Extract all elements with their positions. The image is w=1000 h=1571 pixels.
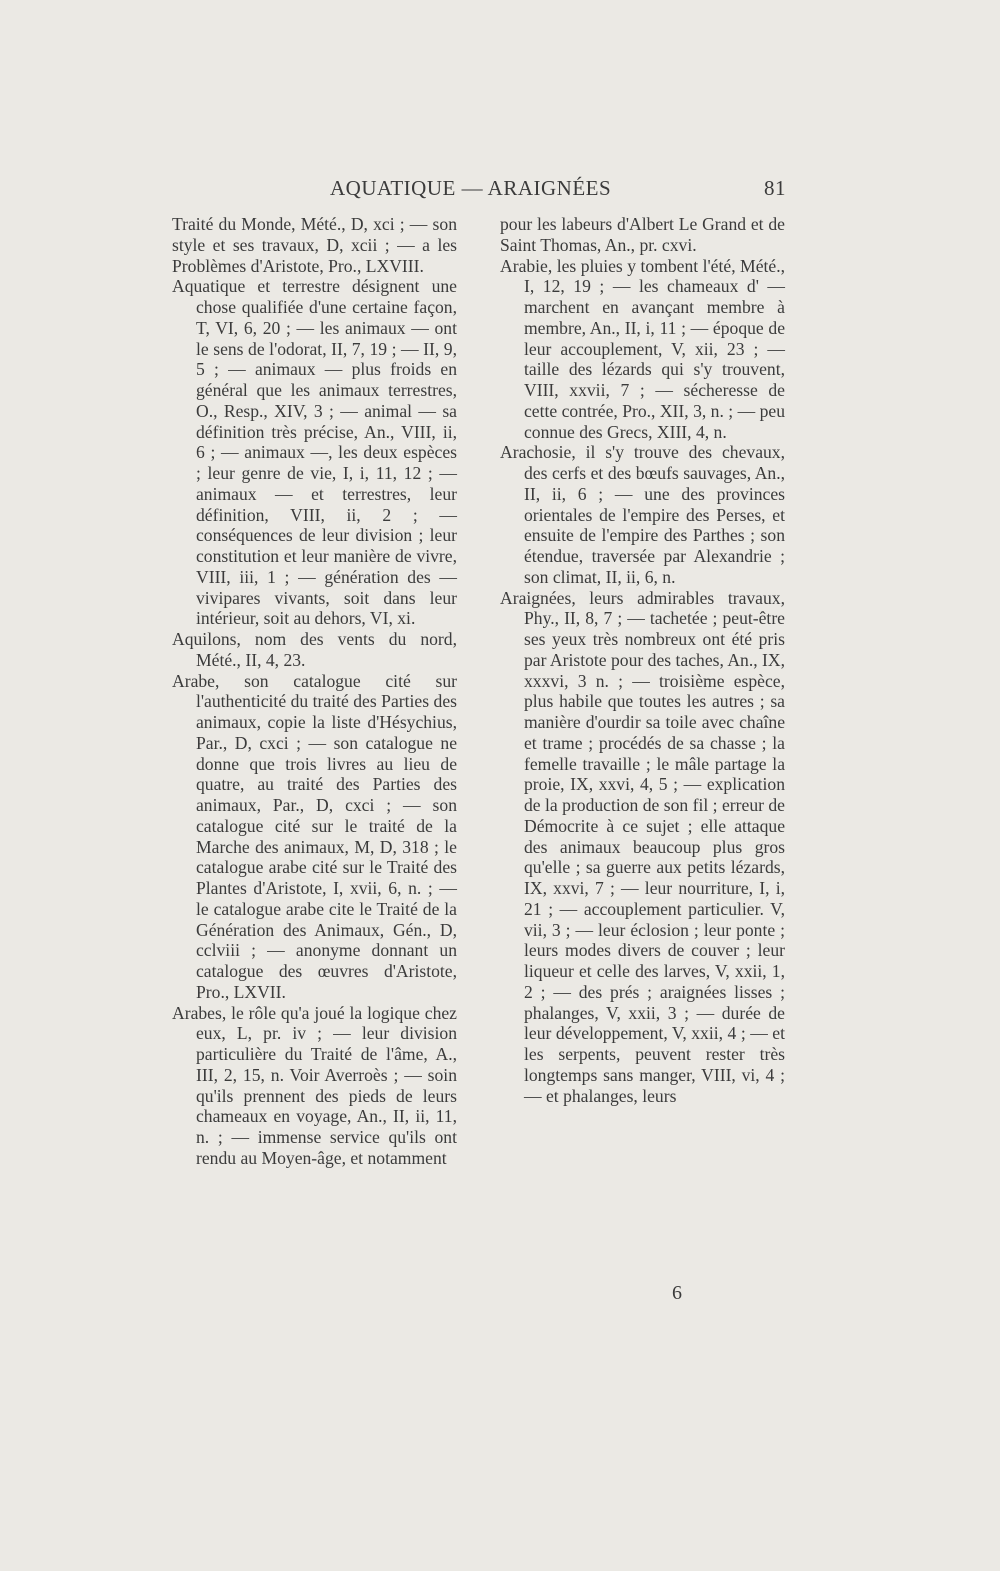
running-title: AQUATIQUE — ARAIGNÉES: [330, 176, 612, 200]
index-entry: Arabie, les pluies y tombent l'été, Mété., I, 12, 19 ; — les chameaux d' — marchent en avançant membre à membre, An., II, i, 11 ; — époque de leur accouplement, V, xii, 23 ; — taille des lézards qui s'y trouvent, VIII, xxvii, 7 ; — sécheresse de cette contrée, Pro., XII, 3, n. ; — peu connue des Grecs, XIII, 4, n.: [500, 255, 785, 442]
right-column: [500, 214, 785, 1106]
index-entry: Arabes, le rôle qu'a joué la logique chez eux, L, pr. iv ; — leur division particulière du Traité de l'âme, A., III, 2, 15, n. Voir Averroès ; — soin qu'ils prennent des pieds de leurs chameaux en voyage, An., II, ii, 11, n. ; — immense service qu'ils ont rendu au Moyen-âge, et notamment: [172, 1002, 457, 1168]
index-entry: Aquatique et terrestre désignent une chose qualifiée d'une certaine façon, T, VI, 6, 20 ; — les animaux — ont le sens de l'odorat, II, 7, 19 ; — II, 9, 5 ; — animaux — plus froids en général que les animaux terrestres, O., Resp., XIV, 3 ; — animal — sa définition très précise, An., VIII, ii, 6 ; — animaux —, les deux espèces ; leur genre de vie, I, i, 11, 12 ; — animaux — et terrestres, leur définition, VIII, ii, 2 ; — conséquences de leur division ; leur constitution et leur manière de vivre, VIII, iii, 1 ; — génération des — vivipares vivants, soit dans leur intérieur, soit au dehors, VI, xi.: [172, 276, 457, 629]
signature-mark: 6: [672, 1282, 682, 1304]
index-entry: Arabe, son catalogue cité sur l'authenticité du traité des Parties des animaux, copie la liste d'Hésychius, Par., D, cxci ; — son catalogue ne donne que trois livres au lieu de quatre, au traité des Parties des animaux, Par., D, cxci ; — son catalogue cité sur le traité de la Marche des animaux, M, D, 318 ; le catalogue arabe cité sur le Traité des Plantes d'Aristote, I, xvii, 6, n. ; — le catalogue arabe cite le Traité de la Génération des Animaux, Gén., D, cclviii ; — anonyme donnant un catalogue des œuvres d'Aristote, Pro., LXVII.: [172, 670, 457, 1002]
index-entry: Araignées, leurs admirables travaux, Phy., II, 8, 7 ; — tachetée ; peut-être ses yeux très nombreux ont été pris par Aristote pour des taches, An., IX, xxxvi, 3 n. ; — troisième espèce, plus habile que toutes les autres ; sa manière d'ourdir sa toile avec chaîne et trame ; procédés de sa chasse ; la femelle travaille ; le mâle partage la proie, IX, xxvi, 4, 5 ; — explication de la production de son fil ; erreur de Démocrite à ce sujet ; elle attaque des animaux beaucoup plus gros qu'elle ; sa guerre aux petits lézards, IX, xxvi, 7 ; — leur nourriture, I, i, 21 ; — accouplement particulier. V, vii, 3 ; — leur éclosion ; leur ponte ; leurs modes divers de couver ; leur liqueur et celle des larves, V, xxii, 1, 2 ; — des prés ; araignées lisses ; phalanges, V, xxii, 3 ; — durée de leur développement, V, xxii, 4 ; — et les serpents, peuvent rester très longtemps sans manger, VIII, vi, 4 ; — et phalanges, leurs: [500, 587, 785, 1106]
index-entry: Traité du Monde, Mété., D, xci ; — son style et ses travaux, D, xcii ; — a les Problèmes d'Aristote, Pro., LXVIII.: [172, 214, 457, 276]
page-header: [150, 176, 786, 206]
index-entry: pour les labeurs d'Albert Le Grand et de Saint Thomas, An., pr. cxvi.: [500, 214, 785, 255]
index-entry: Aquilons, nom des vents du nord, Mété., II, 4, 23.: [172, 629, 457, 670]
left-column: [172, 214, 457, 1169]
index-entry: Arachosie, il s'y trouve des chevaux, des cerfs et des bœufs sauvages, An., II, ii, 6 ; — une des provinces orientales de l'empire des Perses, et ensuite de l'empire des Parthes ; son étendue, traversée par Alexandrie ; son climat, II, ii, 6, n.: [500, 442, 785, 587]
page-number: 81: [764, 176, 786, 200]
